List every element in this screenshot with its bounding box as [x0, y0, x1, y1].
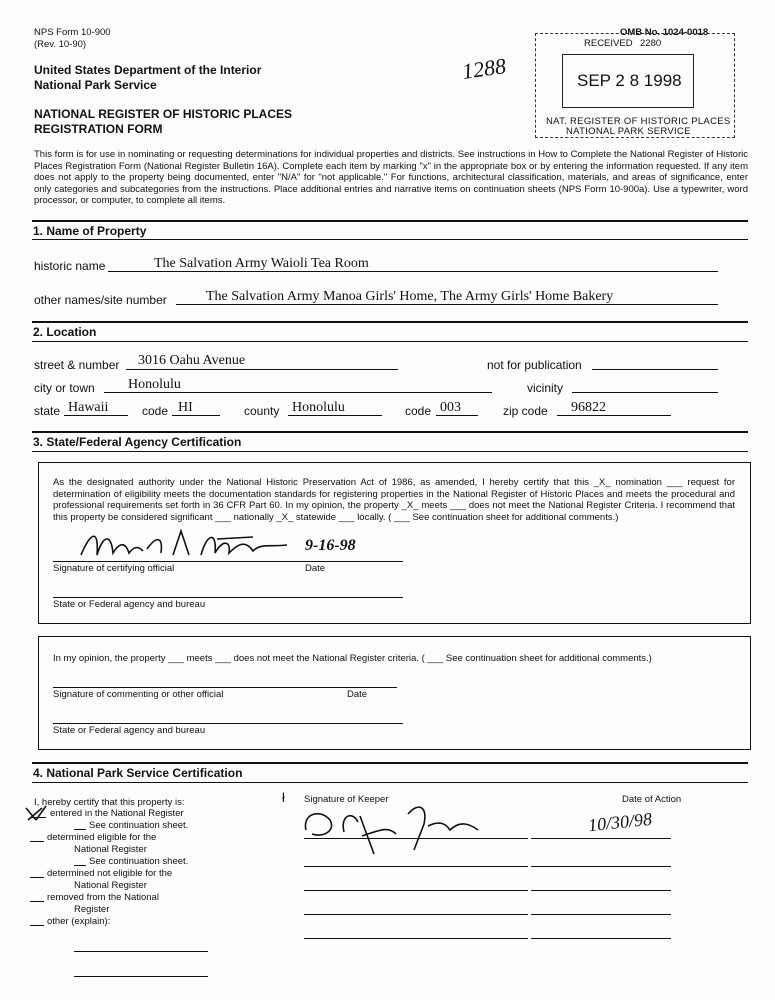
keeper-line-2[interactable] — [304, 852, 528, 867]
opt-removed-1: removed from the National — [47, 892, 159, 903]
state-code-value: HI — [178, 400, 193, 415]
not-eligible-checkbox[interactable] — [30, 867, 44, 878]
zip-label: zip code — [503, 404, 548, 418]
stamp-line1: NAT. REGISTER OF HISTORIC PLACES — [546, 116, 731, 127]
instructions-paragraph: This form is for use in nominating or requesting determinations for individual properties and districts. See instructions in How to Complete the National Register of Historic Places Registration Form (National Register Bulletin 16A). Complete each item by marking "x" in the appropriate box or by entering the information requested. If any item does not apply to the property being documented, enter "N/A" for "not applicable." For functions, architectural classification, materials, and areas of significance, enter only categories and subcategories from the instructions. Place additional entries and narrative items on continuation sheets (NPS Form 10-900a). Use a typewriter, word processor, or computer, to complete all items. — [34, 149, 748, 206]
action-date-line-1[interactable] — [531, 824, 671, 839]
section4-underline — [32, 782, 748, 783]
section4-title: 4. National Park Service Certification — [33, 766, 243, 780]
action-date-line-2[interactable] — [531, 852, 671, 867]
not-for-publication-label: not for publication — [487, 358, 582, 372]
certifying-signature-line[interactable] — [53, 547, 403, 562]
stamp-line2: NATIONAL PARK SERVICE — [566, 126, 691, 137]
section2-title: 2. Location — [33, 325, 97, 339]
action-date: 10/30/98 — [587, 808, 653, 836]
other-names-value: The Salvation Army Manoa Girls' Home, The Army Girls' Home Bakery — [206, 289, 614, 304]
city-value: Honolulu — [128, 377, 181, 392]
see-cont-1: See continuation sheet. — [89, 820, 189, 831]
comment-date-label: Date — [347, 689, 368, 700]
state-value: Hawaii — [68, 400, 109, 415]
section2-underline — [32, 341, 748, 342]
county-code-value: 003 — [440, 400, 461, 415]
other-names-label: other names/site number — [34, 293, 167, 307]
section1-title: 1. Name of Property — [33, 224, 147, 238]
other-explain-line-2[interactable] — [74, 962, 208, 977]
section4-rule — [32, 762, 748, 764]
section1-rule — [32, 220, 748, 222]
stamp-date-box — [562, 54, 694, 108]
certify-intro: I, hereby certify that this property is: — [34, 797, 185, 808]
vicinity-label: vicinity — [527, 381, 564, 395]
opt-eligible-1: determined eligible for the — [47, 832, 157, 843]
state-field[interactable] — [64, 401, 128, 416]
stamp-received-number: 2280 — [640, 38, 662, 49]
received-stamp — [535, 33, 735, 138]
form-title-line1: NATIONAL REGISTER OF HISTORIC PLACES — [34, 107, 293, 121]
agency-line[interactable] — [53, 583, 403, 598]
service-name: National Park Service — [34, 78, 157, 92]
county-code-field[interactable] — [436, 401, 478, 416]
stamp-date: SEP 2 8 1998 — [577, 71, 682, 90]
form-revision: (Rev. 10-90) — [34, 39, 87, 50]
handwritten-number: 1288 — [460, 53, 508, 84]
street-field[interactable] — [126, 354, 398, 370]
historic-name-field[interactable] — [108, 257, 718, 272]
form-title-line2: REGISTRATION FORM — [34, 122, 163, 136]
opt-removed-2: Register — [74, 904, 110, 915]
opt-eligible-2: National Register — [74, 844, 147, 855]
certifying-signature-label: Signature of certifying official — [53, 563, 175, 574]
comment-agency-line[interactable] — [53, 709, 403, 724]
street-label: street & number — [34, 358, 120, 372]
certification-text: As the designated authority under the National Historic Preservation Act of 1986, as amended, I hereby certify that this _X_ nomination ___ request for determination of eligibility meets the documentation standards for registering properties in the National Register of Historic Places and meets the procedural and professional requirements set forth in 36 CFR Part 60. In my opinion, the property _X_ meets ___ does not meet the National Register Criteria. I recommend that this property be considered significant ___ nationally _X_ statewide ___ locally. ( ___ See continuation sheet for additional comments.) — [53, 477, 735, 523]
county-code-label: code — [405, 404, 432, 418]
zip-value: 96822 — [571, 400, 606, 415]
date-action-label: Date of Action — [622, 794, 682, 805]
section3-title: 3. State/Federal Agency Certification — [33, 435, 242, 449]
comment-signature-line[interactable] — [53, 673, 397, 688]
historic-name-label: historic name — [34, 259, 106, 273]
opt-not-eligible-2: National Register — [74, 880, 147, 891]
keeper-mark-icon: ł — [282, 790, 285, 805]
other-checkbox[interactable] — [30, 915, 44, 926]
omb-number: OMB No. 1024-0018 — [620, 27, 709, 38]
historic-name-value: The Salvation Army Waioli Tea Room — [154, 256, 369, 271]
certifying-date-label: Date — [305, 563, 326, 574]
opt-other: other (explain): — [47, 916, 111, 927]
keeper-line-3[interactable] — [304, 876, 528, 891]
street-value: 3016 Oahu Avenue — [138, 353, 246, 368]
section3-underline — [32, 451, 748, 452]
stamp-received-label: RECEIVED — [584, 38, 633, 49]
keeper-line-5[interactable] — [304, 924, 528, 939]
state-certification-box — [38, 462, 751, 624]
keeper-line-1[interactable] — [304, 824, 528, 839]
county-value: Honolulu — [292, 400, 345, 415]
department-name: United States Department of the Interior — [34, 63, 262, 77]
state-code-label: code — [142, 404, 169, 418]
keeper-label: Signature of Keeper — [304, 794, 389, 805]
removed-checkbox[interactable] — [30, 891, 44, 902]
comment-box — [38, 636, 751, 750]
comment-signature-label: Signature of commenting or other official — [53, 689, 224, 700]
vicinity-field[interactable] — [572, 378, 718, 393]
section2-rule — [32, 321, 748, 323]
opt-entered: entered in the National Register — [50, 808, 184, 819]
opt-not-eligible-1: determined not eligible for the — [47, 868, 173, 879]
action-date-line-3[interactable] — [531, 876, 671, 891]
state-label: state — [34, 404, 61, 418]
agency-label: State or Federal agency and bureau — [53, 599, 206, 610]
county-label: county — [244, 404, 280, 418]
zip-field[interactable] — [557, 401, 671, 416]
action-date-line-5[interactable] — [531, 924, 671, 939]
action-date-line-4[interactable] — [531, 900, 671, 915]
keeper-line-4[interactable] — [304, 900, 528, 915]
state-code-field[interactable] — [172, 401, 220, 416]
section3-rule — [32, 431, 748, 433]
see-cont-2-checkbox[interactable] — [74, 855, 86, 866]
other-explain-line-1[interactable] — [74, 937, 208, 952]
eligible-checkbox[interactable] — [30, 831, 44, 842]
comment-agency-label: State or Federal agency and bureau — [53, 725, 206, 736]
see-cont-2: See continuation sheet. — [89, 856, 189, 867]
city-label: city or town — [34, 381, 95, 395]
see-cont-1-checkbox[interactable] — [74, 819, 86, 830]
county-field[interactable] — [288, 401, 382, 416]
entered-checkbox[interactable] — [30, 807, 46, 818]
not-for-publication-field[interactable] — [592, 354, 718, 370]
other-names-field[interactable] — [176, 290, 718, 305]
city-field[interactable] — [104, 378, 492, 393]
section1-underline — [32, 239, 748, 240]
certification-date: 9-16-98 — [305, 537, 356, 554]
form-number: NPS Form 10-900 — [34, 27, 111, 38]
opinion-text: In my opinion, the property ___ meets ___ does not meet the National Register criteria. ( ___ See continuation sheet for additional comments.) — [53, 653, 652, 664]
